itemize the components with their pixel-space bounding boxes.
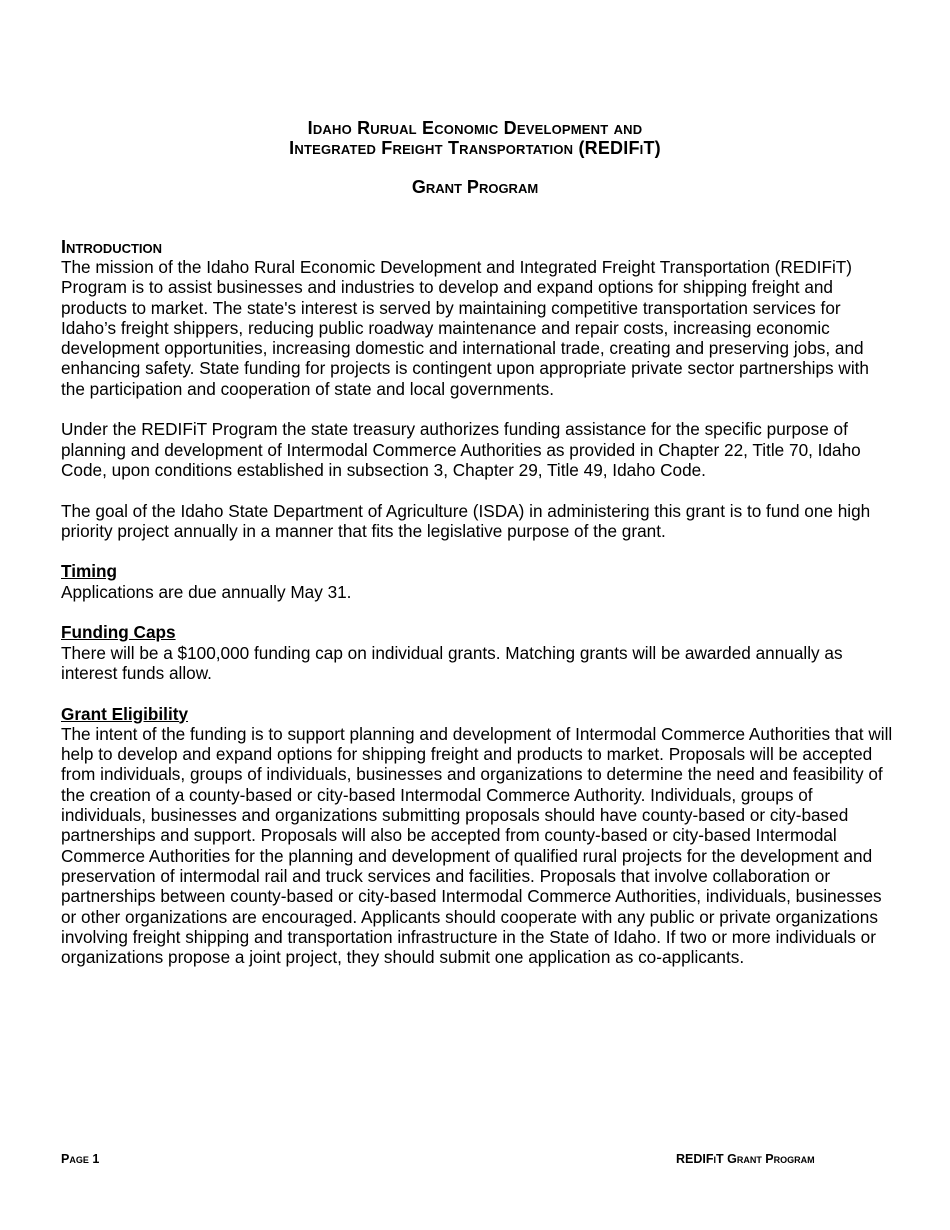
grant-eligibility-text: The intent of the funding is to support planning and development of Intermodal Commerce Authorities that will help to develop and expand options for shipping freight and products to market. Proposals will be accepted from individuals, groups of individuals, businesses and organizations to determine the need and feasibility of the creation of a county-based or city-based Intermodal Commerce Authority. Individuals, groups of individuals, businesses and organizations submitting proposals should have county-based or city-based partnerships and support. Proposals will also be accepted from county-based or city-based Intermodal Commerce Authorities for the planning and development of qualified rural projects for the development and preservation of intermodal rail and truck services and facilities. Proposals that involve collaboration or partnerships between county-based or city-based Intermodal Commerce Authorities, individuals, businesses or other organizations are encouraged. Applicants should cooperate with any public or private organizations involving freight shipping and transportation infrastructure in the State of Idaho. If two or more individuals or organizations propose a joint project, they should submit one application as co-applicants. — [61, 723, 893, 968]
document-body — [61, 237, 893, 967]
timing-heading: Timing — [61, 561, 118, 582]
grant-eligibility-heading: Grant Eligibility — [61, 703, 189, 724]
introduction-paragraph-1: The mission of the Idaho Rural Economic Development and Integrated Freight Transportation (REDIFiT) Program is to assist businesses and industries to develop and expand options for shipping freight and products to market. The state's interest is served by maintaining competitive transportation services for Idaho’s freight shippers, reducing public roadway maintenance and repair costs, increasing economic development opportunities, increasing domestic and international trade, creating and preserving jobs, and enhancing safety. State funding for projects is contingent upon appropriate private sector partnerships with the participation and cooperation of state and local governments. — [61, 257, 869, 399]
document-subtitle: Grant Program — [411, 177, 539, 197]
document-title — [0, 118, 950, 158]
footer-program-name: REDIFiT Grant Program — [676, 1152, 815, 1166]
footer-page-number: Page 1 — [61, 1152, 100, 1166]
introduction-paragraph-3: The goal of the Idaho State Department of Agriculture (ISDA) in administering this grant is to fund one high priority project annually in a manner that fits the legislative purpose of the grant. — [61, 500, 871, 541]
funding-caps-text: There will be a $100,000 funding cap on individual grants. Matching grants will be awarded annually as interest funds allow. — [61, 642, 843, 683]
spacer — [61, 602, 893, 622]
introduction-paragraph-2: Under the REDIFiT Program the state treasury authorizes funding assistance for the specific purpose of planning and development of Intermodal Commerce Authorities as provided in Chapter 22, Title 70, Idaho Code, upon conditions established in subsection 3, Chapter 29, Title 49, Idaho Code. — [61, 419, 861, 480]
title-line-1: Idaho Rurual Economic Development and — [307, 118, 643, 138]
timing-text: Applications are due annually May 31. — [61, 581, 352, 602]
spacer — [61, 683, 893, 703]
spacer — [61, 480, 893, 500]
spacer — [61, 541, 893, 561]
title-line-2: Integrated Freight Transportation (REDIFiT) — [289, 138, 661, 158]
introduction-heading: Introduction — [61, 237, 163, 257]
spacer — [61, 399, 893, 419]
funding-caps-heading: Funding Caps — [61, 622, 176, 643]
